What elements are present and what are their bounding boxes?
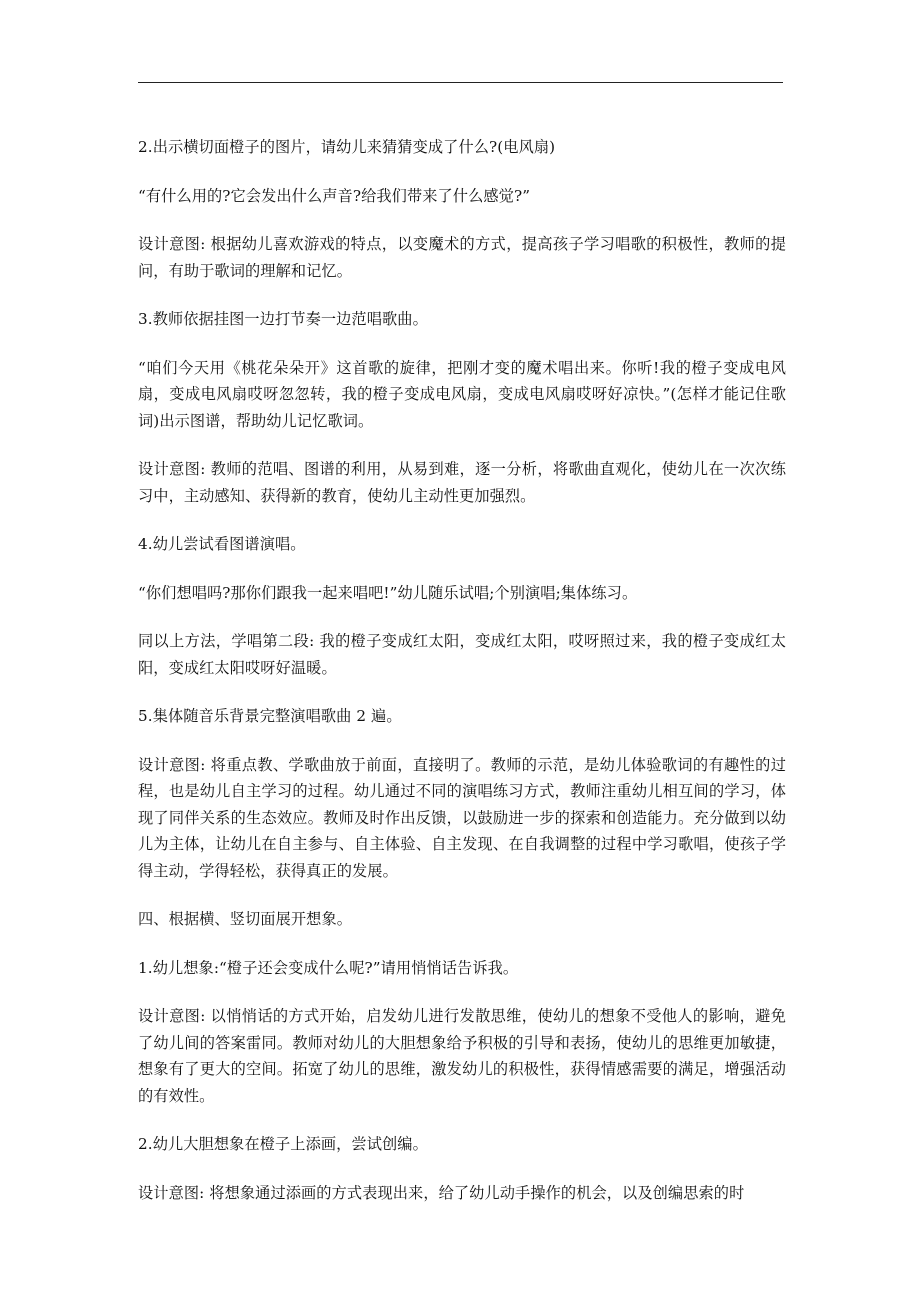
section-heading: 四、根据横、竖切面展开想象。 — [138, 910, 353, 928]
paragraph: 2.幼儿大胆想象在橙子上添画，尝试创编。 — [138, 1135, 428, 1153]
paragraph: 4.幼儿尝试看图谱演唱。 — [138, 535, 306, 553]
paragraph: 设计意图: 将想象通过添画的方式表现出来，给了幼儿动手操作的机会，以及创编思索的时 — [138, 1183, 745, 1202]
document-body — [138, 134, 786, 1228]
paragraph: 设计意图: 根据幼儿喜欢游戏的特点，以变魔术的方式，提高孩子学习唱歌的积极性，教师的提问，有助于歌词的理解和记忆。 — [138, 235, 786, 280]
header-divider — [138, 82, 783, 83]
paragraph: “有什么用的?它会发出什么声音?给我们带来了什么感觉?” — [138, 186, 531, 205]
paragraph: 设计意图: 教师的范唱、图谱的利用，从易到难，逐一分析，将歌曲直观化，使幼儿在一次次练习中，主动感知、获得新的教育，使幼儿主动性更加强烈。 — [138, 460, 786, 505]
paragraph: 3.教师依据挂图一边打节奏一边范唱歌曲。 — [138, 310, 428, 328]
paragraph: “咱们今天用《桃花朵朵开》这首歌的旋律，把刚才变的魔术唱出来。你听!我的橙子变成电风扇，变成电风扇哎呀忽忽转，我的橙子变成电风扇，变成电风扇哎呀好凉快。”(怎样才能记住歌词)出示图谱，帮助幼儿记忆歌词。 — [138, 358, 786, 430]
paragraph: “你们想唱吗?那你们跟我一起来唱吧!”幼儿随乐试唱;个别演唱;集体练习。 — [138, 583, 638, 602]
paragraph: 5.集体随音乐背景完整演唱歌曲 2 遍。 — [138, 707, 402, 725]
paragraph: 2.出示横切面橙子的图片，请幼儿来猜猜变成了什么?(电风扇) — [138, 138, 556, 156]
paragraph: 同以上方法，学唱第二段: 我的橙子变成红太阳，变成红太阳，哎呀照过来，我的橙子变成红太阳，变成红太阳哎呀好温暖。 — [138, 632, 786, 677]
paragraph: 设计意图: 以悄悄话的方式开始，启发幼儿进行发散思维，使幼儿的想象不受他人的影响，避免了幼儿间的答案雷同。教师对幼儿的大胆想象给予积极的引导和表扬，使幼儿的思维更加敏捷，想象有了更大的空间。拓宽了幼儿的思维，激发幼儿的积极性，获得情感需要的满足，增强活动的有效性。 — [138, 1007, 786, 1105]
paragraph: 设计意图: 将重点教、学歌曲放于前面，直接明了。教师的示范，是幼儿体验歌词的有趣性的过程，也是幼儿自主学习的过程。幼儿通过不同的演唱练习方式，教师注重幼儿相互间的学习，体现了同伴关系的生态效应。教师及时作出反馈，以鼓励进一步的探索和创造能力。充分做到以幼儿为主体，让幼儿在自主参与、自主体验、自主发现、在自我调整的过程中学习歌唱，使孩子学得主动，学得轻松，获得真正的发展。 — [138, 755, 786, 880]
paragraph: 1.幼儿想象:“橙子还会变成什么呢?”请用悄悄话告诉我。 — [138, 958, 519, 977]
